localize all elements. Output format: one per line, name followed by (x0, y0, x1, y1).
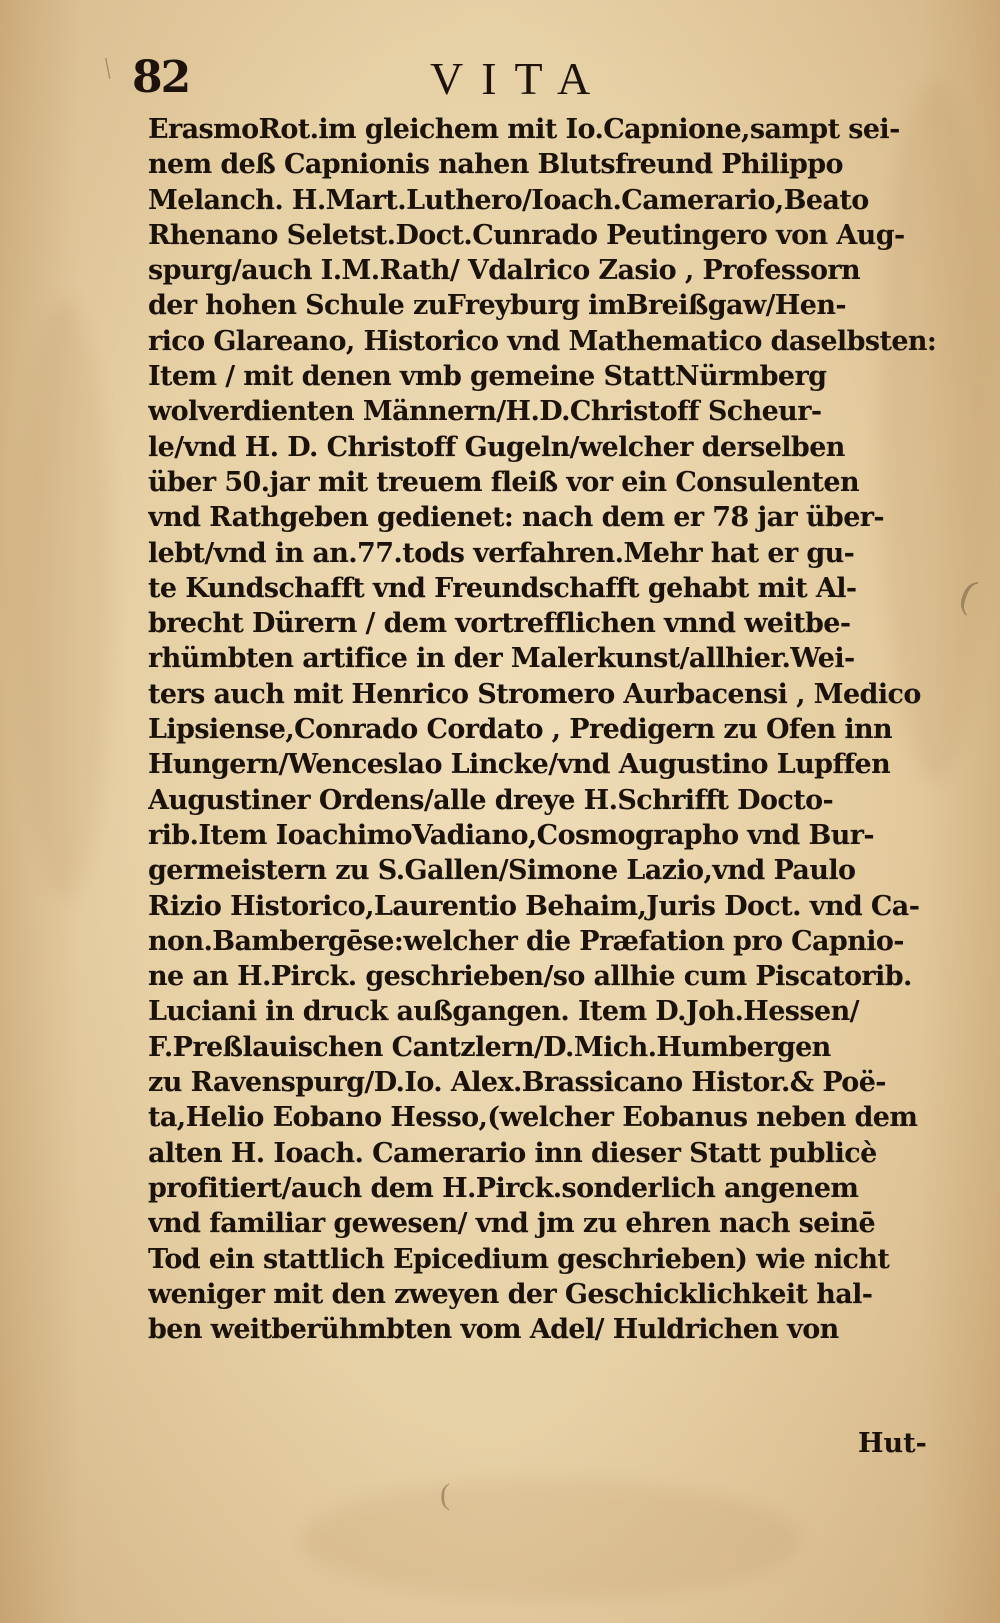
running-head: VITA (430, 53, 609, 104)
page-header (0, 52, 1000, 112)
text-line: zu Ravenspurg/D.Io. Alex.Brassicano Histor.& Poë- (148, 1067, 886, 1099)
paper-stain (20, 300, 110, 900)
text-line: alten H. Ioach. Camerario inn dieser Statt publicè (148, 1137, 877, 1169)
text-line: vnd familiar gewesen/ vnd jm zu ehren nach seinē (148, 1208, 876, 1240)
text-line: vnd Rathgeben gedienet: nach dem er 78 jar über- (148, 502, 885, 534)
text-line: rhümbten artifice in der Malerkunst/allhier.Wei- (148, 643, 855, 675)
text-line: Item / mit denen vmb gemeine StattNürmberg (148, 361, 827, 393)
text-line: brecht Dürern / dem vortrefflichen vnnd weitbe- (148, 608, 851, 640)
text-line: Tod ein stattlich Epicedium geschrieben) wie nicht (148, 1243, 890, 1275)
text-line: Rhenano Seletst.Doct.Cunrado Peutingero von Aug- (148, 219, 905, 251)
text-line: F.Preßlauischen Cantzlern/D.Mich.Humbergen (148, 1031, 831, 1063)
text-line: Hungern/Wenceslao Lincke/vnd Augustino Lupffen (148, 749, 891, 781)
text-line: Rizio Historico,Laurentio Behaim,Juris Doct. vnd Ca- (148, 890, 920, 922)
text-block (148, 112, 938, 1347)
text-line: Luciani in druck außgangen. Item D.Joh.Hessen/ (148, 996, 859, 1028)
text-line: Lipsiense,Conrado Cordato , Predigern zu Ofen inn (148, 714, 893, 746)
text-line: non.Bambergēse:welcher die Præfation pro Capnio- (148, 925, 904, 957)
text-line: ta,Helio Eobano Hesso,(welcher Eobanus neben dem (148, 1102, 918, 1134)
text-line: der hohen Schule zuFreyburg imBreißgaw/Hen- (148, 290, 846, 322)
text-line: über 50.jar mit treuem fleiß vor ein Consulenten (148, 466, 860, 498)
catchword: Hut- (858, 1428, 927, 1459)
stray-mark: ( (954, 570, 983, 617)
text-line: nem deß Capnionis nahen Blutsfreund Philippo (148, 149, 843, 181)
text-line: spurg/auch I.M.Rath/ Vdalrico Zasio , Professorn (148, 255, 861, 287)
text-line: ben weitberühmbten vom Adel/ Huldrichen von (148, 1314, 839, 1346)
page-number: 82 (132, 52, 190, 103)
text-line: ne an H.Pirck. geschrieben/so allhie cum Piscatorib. (148, 961, 912, 993)
text-line: rib.Item IoachimoVadiano,Cosmographo vnd Bur- (148, 819, 874, 851)
text-line: Melanch. H.Mart.Luthero/Ioach.Camerario,Beato (148, 184, 869, 216)
text-line: ErasmoRot.im gleichem mit Io.Capnione,sampt sei- (148, 114, 900, 145)
text-line: Augustiner Ordens/alle dreye H.Schrifft Docto- (148, 784, 834, 816)
text-line: weniger mit den zweyen der Geschicklichkeit hal- (148, 1278, 873, 1310)
paper-stain (300, 1480, 800, 1600)
text-line: rico Glareano, Historico vnd Mathematico daselbsten: (148, 325, 937, 357)
text-line: germeistern zu S.Gallen/Simone Lazio,vnd Paulo (148, 855, 856, 887)
text-line: le/vnd H. D. Christoff Gugeln/welcher derselben (148, 431, 845, 463)
stray-mark: ( (440, 1478, 450, 1511)
stray-mark: / (96, 52, 120, 85)
text-line: profitiert/auch dem H.Pirck.sonderlich angenem (148, 1172, 859, 1204)
text-line: ters auch mit Henrico Stromero Aurbacensi , Medico (148, 678, 921, 710)
text-line: wolverdienten Männern/H.D.Christoff Scheur- (148, 396, 822, 428)
text-line: lebt/vnd in an.77.tods verfahren.Mehr hat er gu- (148, 537, 855, 569)
text-line: te Kundschafft vnd Freundschafft gehabt mit Al- (148, 572, 857, 604)
